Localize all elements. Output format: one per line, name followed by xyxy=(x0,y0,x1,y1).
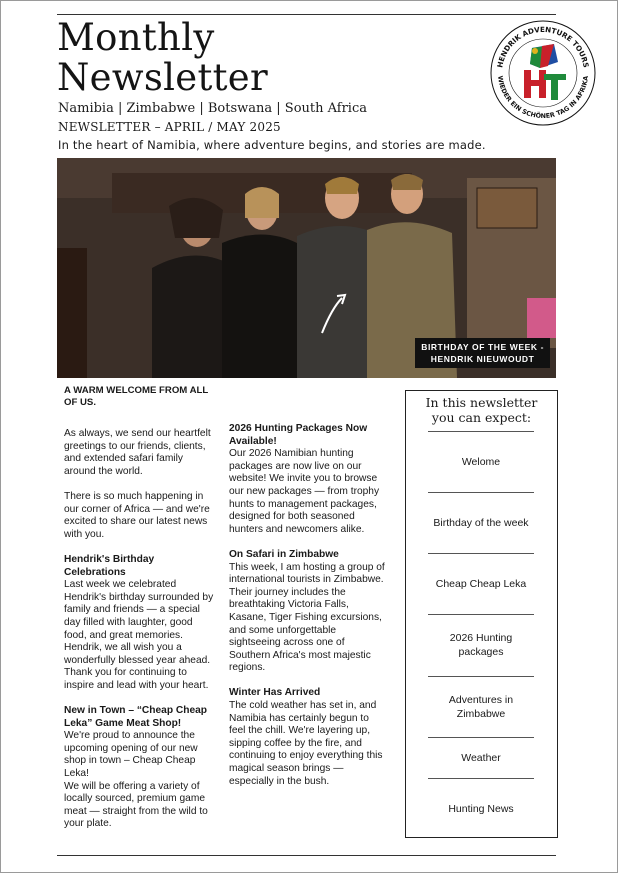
shop-heading: New in Town – “Cheap Cheap Leka” Game Meat Shop! xyxy=(64,705,208,729)
welcome-paragraph-2: There is so much happening in our corner of Africa — and we're excited to share our latest news with you. xyxy=(64,490,210,540)
toc-title-line-1: In this newsletter xyxy=(425,395,538,410)
toc-item-cheap-cheap-leka[interactable]: Cheap Cheap Leka xyxy=(428,553,534,614)
tagline: In the heart of Namibia, where adventure begins, and stories are made. xyxy=(58,138,486,152)
safari-paragraph: This week, I am hosting a group of international tourists in Zimbabwe. Their journey includes the breathtaking Victoria Falls, Kasane, Tiger Fishing excursions, and some unforgettable sightseeing across one of Southern Africa's most majestic regions. xyxy=(229,561,385,674)
caption-line-2: HENDRIK NIEUWOUDT xyxy=(430,354,535,364)
hunting-heading: 2026 Hunting Packages Now Available! xyxy=(229,423,368,447)
caption-line-1: BIRTHDAY OF THE WEEK - xyxy=(421,342,544,352)
welcome-heading: A WARM WELCOME FROM ALL OF US. xyxy=(64,385,209,408)
toc-title-line-2: you can expect: xyxy=(431,410,532,425)
toc-item-birthday[interactable]: Birthday of the week xyxy=(428,492,534,553)
birthday-heading: Hendrik's Birthday Celebrations xyxy=(64,553,155,578)
birthday-paragraph: Last week we celebrated Hendrik's birthday surrounded by family and friends — a special day filled with laughter, good food, and great memories. Hendrik, we all wish you a wonderfully blessed year ahead. Thank you for continuing to inspire and lead with your heart. xyxy=(64,579,214,691)
bottom-rule xyxy=(57,855,556,856)
title-line-2: Newsletter xyxy=(57,56,268,99)
toc-item-weather[interactable]: Weather xyxy=(428,737,534,778)
hunting-paragraph: Our 2026 Namibian hunting packages are now live on our website! We invite you to browse our new packages — from trophy hunts to management packages, designed for both seasoned hunters and newcomers alike. xyxy=(229,448,380,535)
shop-paragraph-1: We're proud to announce the upcoming opening of our new shop in town – Cheap Cheap Leka! xyxy=(64,730,198,780)
winter-paragraph: The cold weather has set in, and Namibia has certainly begun to feel the chill. We're layering up, sipping coffee by the fire, and continuing to enjoy everything this magical season brings — especially in the bush. xyxy=(229,700,383,787)
column-left xyxy=(64,385,216,844)
safari-heading: On Safari in Zimbabwe xyxy=(229,548,339,560)
winter-heading: Winter Has Arrived xyxy=(229,687,321,699)
shop-paragraph-2: We will be offering a variety of locally sourced, premium game meat — straight from the wild to your plate. xyxy=(64,780,208,830)
company-logo xyxy=(488,18,598,128)
toc-item-hunting-packages[interactable]: 2026 Hunting packages xyxy=(428,614,534,675)
birthday-photo xyxy=(57,158,556,378)
toc-item-welcome[interactable]: Welome xyxy=(428,431,534,492)
logo-ring-bottom-text: WIEDER EIN SCHÖNER TAG IN AFRIKA xyxy=(495,75,590,121)
title-line-1: Monthly xyxy=(57,16,215,59)
toc-item-hunting-news[interactable]: Hunting News xyxy=(428,778,534,839)
toc-title xyxy=(406,395,557,425)
table-of-contents xyxy=(405,390,558,838)
issue-line: NEWSLETTER – APRIL / MAY 2025 xyxy=(58,120,281,134)
logo-ring-top-text: HENDRIK ADVENTURE TOURS xyxy=(495,24,591,69)
page-title xyxy=(57,18,268,98)
top-rule xyxy=(57,14,556,15)
countries-line: Namibia | Zimbabwe | Botswana | South Africa xyxy=(58,101,367,116)
column-middle xyxy=(229,423,387,801)
photo-caption xyxy=(415,338,550,368)
toc-item-zimbabwe[interactable]: Adventures in Zimbabwe xyxy=(428,676,534,737)
welcome-paragraph-1: As always, we send our heartfelt greetings to our friends, clients, and extended safari family around the world. xyxy=(64,428,211,477)
